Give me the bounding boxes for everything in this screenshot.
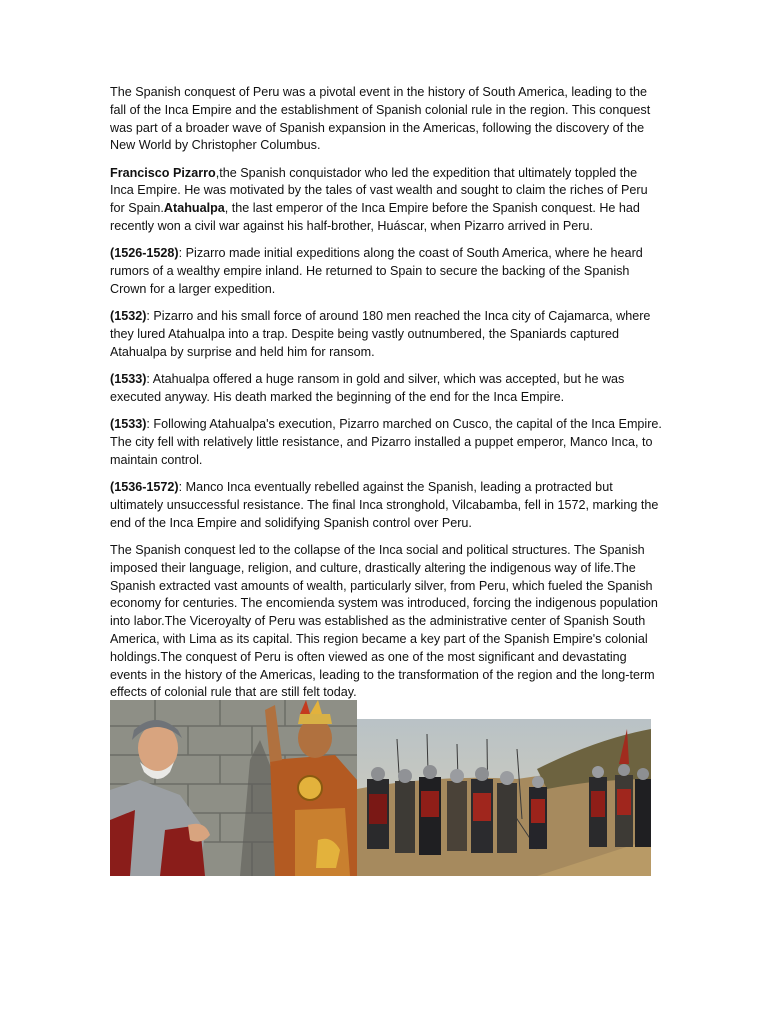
pizarro-text: ,the Spanish conquistador who led the expedition that ultimately toppled the Inca Empire. He was motivated by the tales of vast wealth and sought to claim the riches of Peru for Spain. <box>110 165 648 216</box>
conquistador-inca-illustration <box>110 700 357 876</box>
timeline-1526-text: : Pizarro made initial expeditions along the coast of South America, where he heard rumors of a wealthy empire inland. He returned to Spain to secure the backing of the Spanish Crown for a larger expedition. <box>110 246 643 296</box>
spanish-soldiers-painting <box>357 719 651 876</box>
timeline-1526-paragraph <box>110 245 662 298</box>
date-1536-1572: (1536-1572) <box>110 480 179 495</box>
timeline-1536-text: : Manco Inca eventually rebelled against the Spanish, leading a protracted but ultimately unsuccessful resistance. The final Inca stronghold, Vilcabamba, fell in 1572, marking the end of the Inca Empire and solidifying Spanish control over Peru. <box>110 480 659 530</box>
conclusion-text: The Spanish conquest led to the collapse of the Inca social and political structures. The Spanish imposed their language, religion, and culture, drastically altering the indigenous way of life.The Spanish extracted vast amounts of wealth, particularly silver, from Peru, which fueled the Spanish economy for centuries. The encomienda system was introduced, forcing the indigenous population into labor.The Viceroyalty of Peru was established as the administrative center of Spanish South America, with Lima as its capital. This region became a key part of the Spanish Empire's colonial holdings.The conquest of Peru is often viewed as one of the most significant and devastating events in the history of the Americas, leading to the transformation of the region and the long-term effects of colonial rule that are still felt today. <box>110 543 658 700</box>
date-1533-cusco: (1533) <box>110 417 147 432</box>
date-1526-1528: (1526-1528) <box>110 246 179 261</box>
timeline-1533-cusco-paragraph <box>110 416 662 469</box>
date-1533-ransom: (1533) <box>110 372 147 387</box>
timeline-1533-ransom-text: : Atahualpa offered a huge ransom in gold and silver, which was accepted, but he was executed anyway. His death marked the beginning of the end for the Inca Empire. <box>110 372 625 404</box>
intro-paragraph <box>110 84 662 155</box>
conquistador-inca-image <box>110 700 357 876</box>
atahualpa-name: Atahualpa <box>163 201 225 216</box>
intro-text: The Spanish conquest of Peru was a pivotal event in the history of South America, leading to the fall of the Inca Empire and the establishment of Spanish colonial rule in the region. This conquest was part of a broader wave of Spanish expansion in the Americas, following the discovery of the New World by Christopher Columbus. <box>110 85 651 153</box>
document-body <box>110 84 662 712</box>
image-strip <box>110 700 651 876</box>
conclusion-paragraph <box>110 542 662 702</box>
timeline-1533-cusco-text: : Following Atahualpa's execution, Pizarro marched on Cusco, the capital of the Inca Empire. The city fell with relatively little resistance, and Pizarro installed a puppet emperor, Manco Inca, to maintain control. <box>110 417 662 467</box>
date-1532: (1532) <box>110 309 147 324</box>
pizarro-name: Francisco Pizarro <box>110 165 216 180</box>
timeline-1532-text: : Pizarro and his small force of around 180 men reached the Inca city of Cajamarca, where they lured Atahualpa into a trap. Despite being vastly outnumbered, the Spaniards captured Atahualpa by surprise and held him for ransom. <box>110 309 651 359</box>
timeline-1532-paragraph <box>110 308 662 361</box>
pizarro-paragraph <box>110 165 662 236</box>
soldiers-procession-image <box>357 719 651 876</box>
timeline-1533-ransom-paragraph <box>110 371 662 407</box>
timeline-1536-paragraph <box>110 479 662 532</box>
atahualpa-text: , the last emperor of the Inca Empire before the Spanish conquest. He had recently won a civil war against his half-brother, Huáscar, when Pizarro arrived in Peru. <box>110 201 640 234</box>
